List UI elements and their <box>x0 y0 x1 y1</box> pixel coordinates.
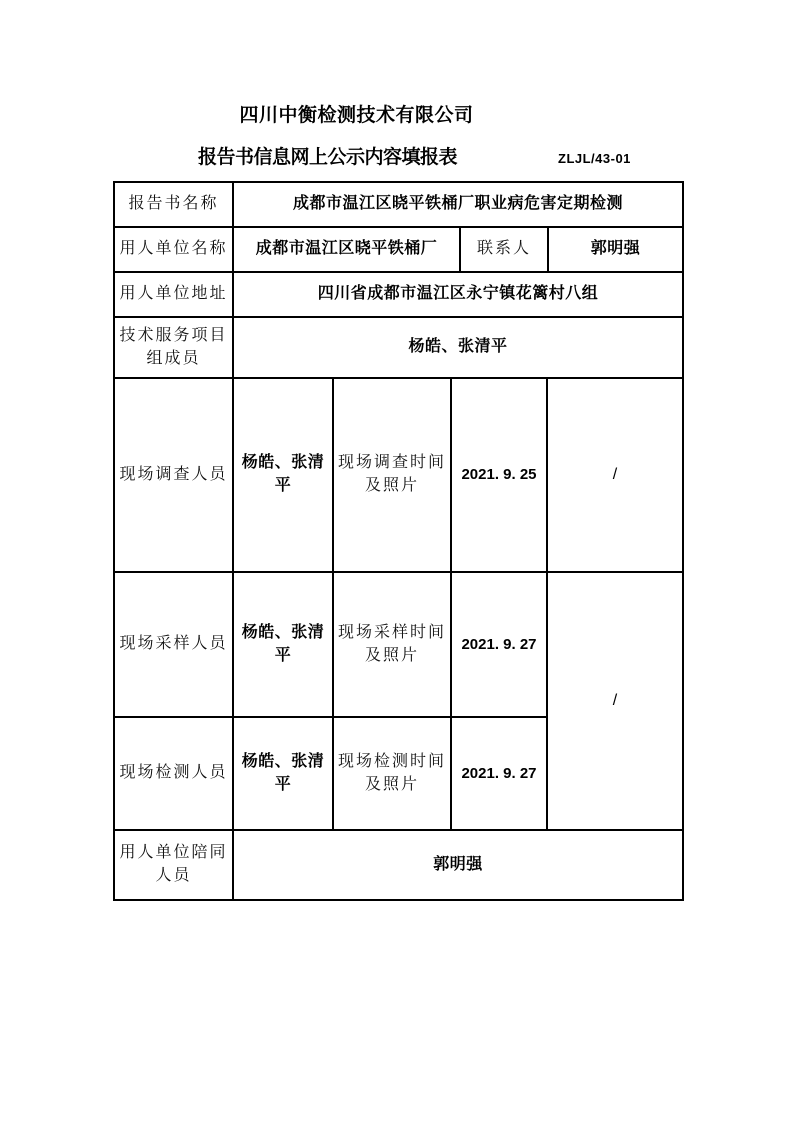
project-team-value: 杨皓、张清平 <box>233 317 683 378</box>
report-name-value: 成都市温江区晓平铁桶厂职业病危害定期检测 <box>233 182 683 227</box>
contact-label: 联系人 <box>460 227 548 272</box>
employer-address-label: 用人单位地址 <box>114 272 233 317</box>
site-sampling-date: 2021. 9. 27 <box>451 572 547 717</box>
site-testing-personnel: 杨皓、张清平 <box>233 717 333 830</box>
site-investigation-photo: / <box>547 378 683 572</box>
report-name-label: 报告书名称 <box>114 182 233 227</box>
project-team-label: 技术服务项目组成员 <box>114 317 233 378</box>
accompanying-label: 用人单位陪同人员 <box>114 830 233 900</box>
site-sampling-personnel: 杨皓、张清平 <box>233 572 333 717</box>
site-testing-label: 现场检测人员 <box>114 717 233 830</box>
site-sampling-time-label: 现场采样时间及照片 <box>333 572 451 717</box>
site-investigation-date: 2021. 9. 25 <box>451 378 547 572</box>
accompanying-value: 郭明强 <box>233 830 683 900</box>
site-investigation-label: 现场调查人员 <box>114 378 233 572</box>
site-investigation-time-label: 现场调查时间及照片 <box>333 378 451 572</box>
form-table <box>113 181 684 901</box>
sampling-testing-photo: / <box>547 572 683 830</box>
site-investigation-personnel: 杨皓、张清平 <box>233 378 333 572</box>
form-title: 报告书信息网上公示内容填报表 <box>198 147 458 168</box>
form-code: ZLJL/43-01 <box>558 151 631 166</box>
employer-address-value: 四川省成都市温江区永宁镇花篱村八组 <box>233 272 683 317</box>
site-sampling-label: 现场采样人员 <box>114 572 233 717</box>
company-title: 四川中衡检测技术有限公司 <box>239 105 474 126</box>
employer-name-label: 用人单位名称 <box>114 227 233 272</box>
site-testing-date: 2021. 9. 27 <box>451 717 547 830</box>
site-testing-time-label: 现场检测时间及照片 <box>333 717 451 830</box>
employer-name-value: 成都市温江区晓平铁桶厂 <box>233 227 460 272</box>
contact-value: 郭明强 <box>548 227 683 272</box>
